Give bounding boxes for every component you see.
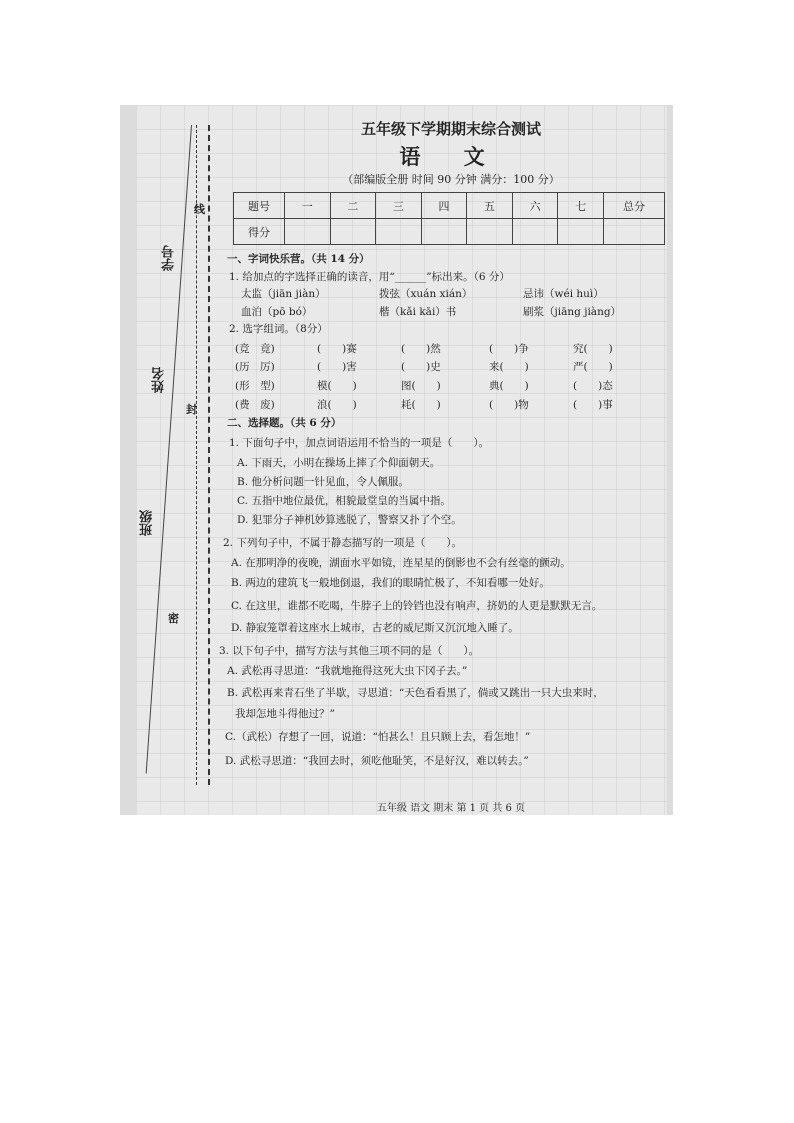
question-option: D. 武松寻思道：“我回去时，须吃他耻笑，不是好汉，难以转去。” [225,755,529,767]
question-stem: 2. 下列句子中，不属于静态描写的一项是（ ）。 [223,537,463,549]
question-option: C.（武松）存想了一回，说道：“怕甚么！且只顾上去，看怎地！” [225,731,531,743]
q2-cell: 严( ) [573,361,613,373]
question-option: D. 静寂笼罩着这座水上城市，古老的威尼斯又沉沉地入睡了。 [231,622,519,634]
binding-margin [136,105,221,815]
exam-title: 五年级下学期期末综合测试 [360,120,541,138]
question-option: B. 他分析问题一针见血，令人佩服。 [237,476,409,488]
q2-cell: (竞 竟) [235,343,275,355]
q2-cell: (费 废) [235,399,275,411]
exam-paper [136,105,667,815]
q2-cell: ( )事 [573,399,613,411]
score-table-cell: 五 [467,193,513,219]
q2-cell: ( )态 [573,380,613,392]
q2-cell: 耗( ) [401,399,441,411]
exam-subtitle: （部编版全册 时间 90 分钟 满分：100 分） [342,173,560,186]
question-stem: 1. 下面句子中，加点词语运用不恰当的一项是（ ）。 [229,437,490,449]
q2-prompt: 2. 选字组词。（8分） [229,323,328,335]
student-name-label: 姓名 [152,367,167,393]
subject-title: 语 文 [399,144,503,169]
q2-cell: 究( ) [573,343,613,355]
score-cell[interactable] [376,219,422,245]
question-option: D. 犯罪分子神机妙算逃脱了，警察又扑了个空。 [237,514,462,526]
q1-item: 血泊（pō bó） [241,306,313,318]
marker-xian: 线 [194,203,205,216]
q2-cell: ( )害 [317,361,357,373]
q2-cell: (历 厉) [235,361,275,373]
score-table-score-row [234,219,665,245]
q2-cell: 模( ) [317,380,357,392]
score-cell[interactable] [512,219,558,245]
q1-prompt: 1. 给加点的字选择正确的读音，用“______”标出来。（6 分） [229,271,510,283]
question-option: B. 武松再来青石坐了半歇，寻思道：“天色看看黑了，倘或又跳出一只大虫来时， [227,687,604,699]
question-option: A. 下雨天，小明在操场上摔了个仰面朝天。 [237,457,441,469]
question-option: C. 五指中地位最优，相貌最堂皇的当属中指。 [237,495,451,507]
marker-feng: 封 [186,403,197,416]
score-table-cell: 三 [376,193,422,219]
score-cell[interactable] [285,219,331,245]
q2-cell: ( )赛 [317,343,357,355]
score-table-cell: 六 [512,193,558,219]
question-option: A. 在那明净的夜晚，湖面水平如镜，连星星的倒影也不会有丝毫的颤动。 [231,557,571,569]
section2-heading: 二、选择题。（共 6 分） [227,417,342,429]
marker-mi: 密 [168,612,179,625]
question-option: A. 武松再寻思道：“我就地拖得这死大虫下冈子去。” [227,665,468,677]
class-label: 班级 [140,510,155,536]
score-table-cell: 题号 [234,193,285,219]
exam-photo [120,105,673,815]
binding-dashed-line-inner [196,125,197,785]
q2-cell: ( )然 [401,343,441,355]
score-cell[interactable] [467,219,513,245]
q2-cell: 图( ) [401,380,441,392]
score-cell[interactable] [604,219,665,245]
q2-cell: ( )物 [489,399,529,411]
q2-cell: ( )争 [489,343,529,355]
score-table-cell: 二 [330,193,376,219]
exam-content [221,105,673,805]
q1-item: 拨弦（xuán xián） [379,288,473,300]
q2-cell: 来( ) [489,361,529,373]
binding-dashed-line-outer [208,125,210,785]
score-table-cell: 七 [558,193,604,219]
question-option: C. 在这里，谁都不吃喝，牛脖子上的铃铛也没有响声，挤奶的人更是默默无言。 [231,600,603,612]
score-row-label: 得分 [234,219,285,245]
score-cell[interactable] [421,219,467,245]
binding-slant-line [146,125,192,773]
q1-item: 忌讳（wéi huì） [523,288,604,300]
q1-item: 楷（kǎi kāi）书 [379,306,457,318]
q2-cell: (形 型) [235,380,275,392]
q2-cell: 典( ) [489,380,529,392]
page-footer: 五年级 语文 期末 第 1 页 共 6 页 [376,803,526,814]
section1-heading: 一、字词快乐营。（共 14 分） [227,253,370,265]
score-table-cell: 一 [285,193,331,219]
score-table-cell: 四 [421,193,467,219]
q2-cell: 浪( ) [317,399,357,411]
q2-cell: ( )史 [401,361,441,373]
score-table-header-row [234,193,665,219]
question-option: B. 两边的建筑飞一般地倒退，我们的眼睛忙极了，不知看哪一处好。 [231,577,550,589]
score-cell[interactable] [558,219,604,245]
score-table-cell: 总分 [604,193,665,219]
question-option: 我却怎地斗得他过？” [235,708,335,720]
score-cell[interactable] [330,219,376,245]
score-table [233,192,665,245]
q1-item: 刷浆（jiāng jiàng） [523,306,622,318]
question-stem: 3. 以下句子中，描写方法与其他三项不同的是（ ）。 [219,645,480,657]
q1-item: 太监（jiān jiàn） [241,288,326,300]
student-id-label: 学号 [162,245,177,271]
